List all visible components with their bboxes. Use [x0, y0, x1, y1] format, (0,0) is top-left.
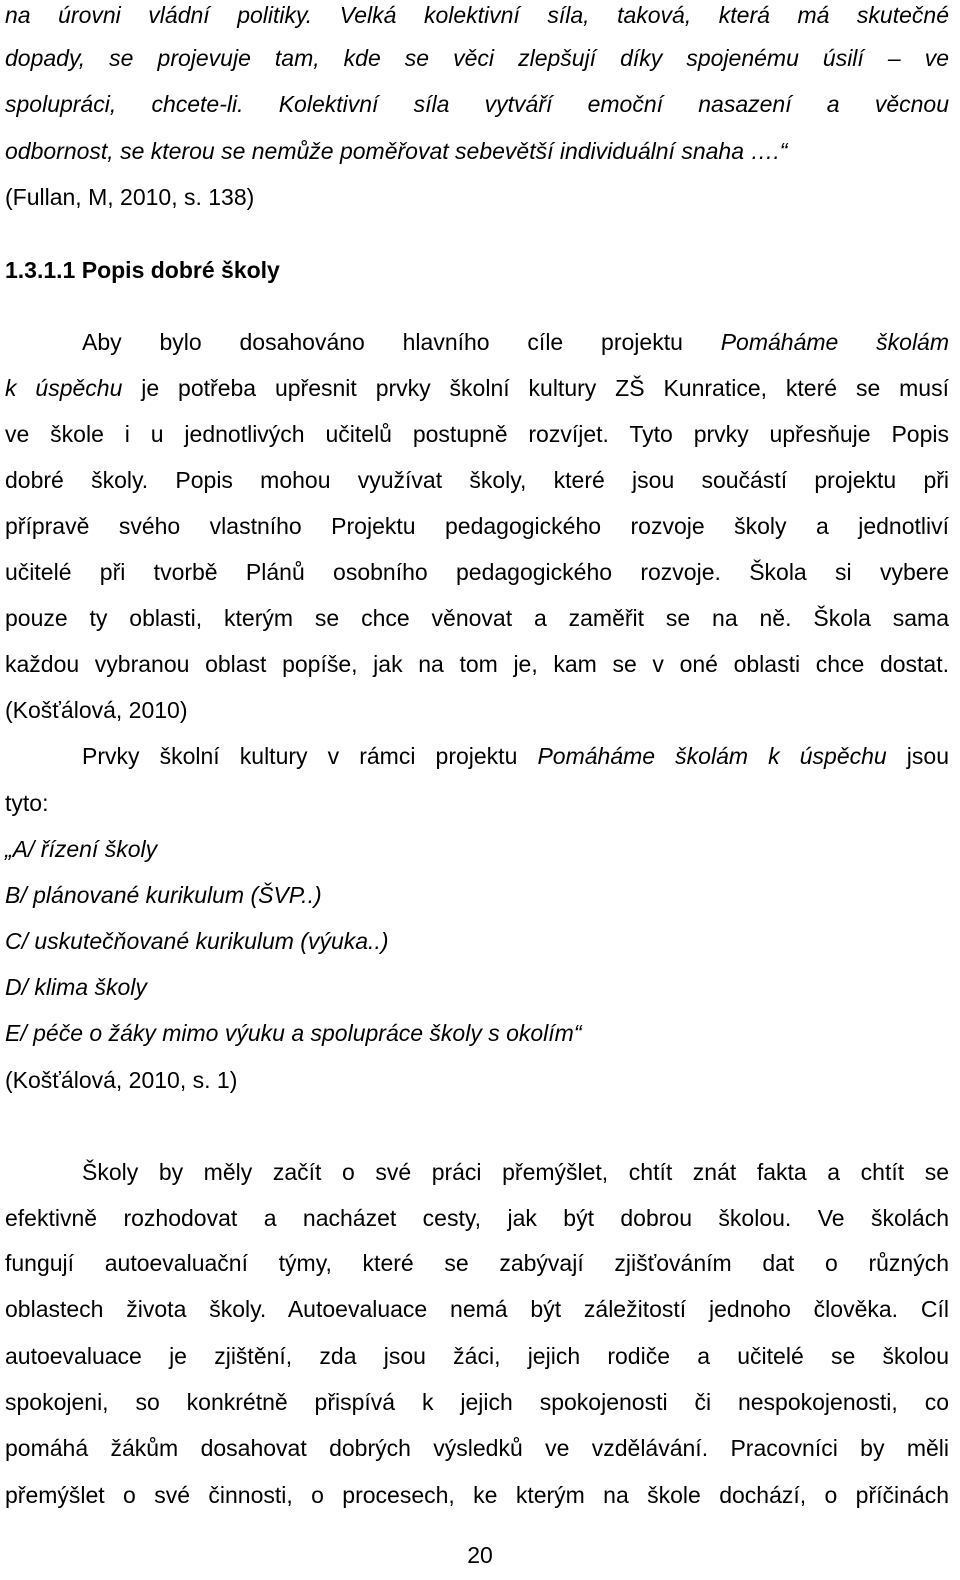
para1-line-2 [5, 373, 949, 403]
para2-line-1 [5, 741, 949, 771]
quote-line-4: odbornost, se kterou se nemůže poměřovat sebevětší individuální snaha ….“ [5, 138, 788, 164]
para2-text: jsou [886, 743, 949, 769]
para1-line-1 [5, 327, 949, 357]
para1-line-8: každou vybranou oblast popíše, jak na tom je, kam se v oné oblasti chce dostat. [5, 651, 949, 677]
para1-text: Aby bylo dosahováno hlavního cíle projektu [82, 329, 721, 355]
list-item: B/ plánované kurikulum (ŠVP..) [5, 882, 322, 908]
para1-citation: (Košťálová, 2010) [5, 697, 188, 723]
quote-line-1: na úrovni vládní politiky. Velká kolektivní síla, taková, která má skutečné [5, 2, 949, 28]
para1-text: je potřeba upřesnit prvky školní kultury ZŠ Kunratice, které se musí [122, 375, 949, 401]
section-number: 1.3.1.1 [5, 257, 76, 283]
para3-line-4: oblastech života školy. Autoevaluace nemá být záležitostí jednoho člověka. Cíl [5, 1296, 949, 1322]
quote-line-2: dopady, se projevuje tam, kde se věci zlepšují díky spojenému úsilí – ve [5, 45, 949, 71]
para3-line-2: efektivně rozhodovat a nacházet cesty, jak být dobrou školou. Ve školách [5, 1205, 949, 1231]
para1-line-3: ve škole i u jednotlivých učitelů postupně rozvíjet. Tyto prvky upřesňuje Popis [5, 421, 949, 447]
quote-citation: (Fullan, M, 2010, s. 138) [5, 184, 255, 210]
list-item: D/ klima školy [5, 974, 147, 1000]
list-item: „A/ řízení školy [5, 836, 158, 862]
para1-line-7: pouze ty oblasti, kterým se chce věnovat a zaměřit se na ně. Škola sama [5, 605, 949, 631]
para1-line-4: dobré školy. Popis mohou využívat školy, které jsou součástí projektu při [5, 467, 949, 493]
para2-line-2: tyto: [5, 790, 49, 816]
project-name: Pomáháme školám k úspěchu [537, 743, 887, 769]
para1-line-5: přípravě svého vlastního Projektu pedagogického rozvoje školy a jednotliví [5, 513, 949, 539]
para3-line-7: pomáhá žákům dosahovat dobrých výsledků ve vzdělávání. Pracovníci by měli [5, 1435, 949, 1461]
para3-line-8: přemýšlet o své činnosti, o procesech, ke kterým na škole dochází, o příčinách [5, 1482, 949, 1508]
project-name: Pomáháme školám [720, 329, 949, 355]
para1-line-6: učitelé při tvorbě Plánů osobního pedagogického rozvoje. Škola si vybere [5, 559, 949, 585]
list-item: C/ uskutečňované kurikulum (výuka..) [5, 928, 389, 954]
list-citation: (Košťálová, 2010, s. 1) [5, 1067, 238, 1093]
para2-text: Prvky školní kultury v rámci projektu [82, 743, 538, 769]
section-title: Popis dobré školy [81, 257, 280, 283]
project-name-cont: k úspěchu [5, 375, 123, 401]
page-number: 20 [467, 1542, 493, 1568]
list-item: E/ péče o žáky mimo výuku a spolupráce školy s okolím“ [5, 1020, 582, 1046]
para3-line-5: autoevaluace je zjištění, zda jsou žáci, jejich rodiče a učitelé se školou [5, 1343, 949, 1369]
para3-line-1: Školy by měly začít o své práci přemýšlet, chtít znát fakta a chtít se [82, 1159, 949, 1185]
section-heading [5, 255, 949, 285]
quote-line-3: spolupráci, chcete-li. Kolektivní síla vytváří emoční nasazení a věcnou [5, 91, 949, 117]
para3-line-6: spokojeni, so konkrétně přispívá k jejich spokojenosti či nespokojenosti, co [5, 1389, 949, 1415]
para3-line-3: fungují autoevaluační týmy, které se zabývají zjišťováním dat o různých [5, 1250, 949, 1276]
